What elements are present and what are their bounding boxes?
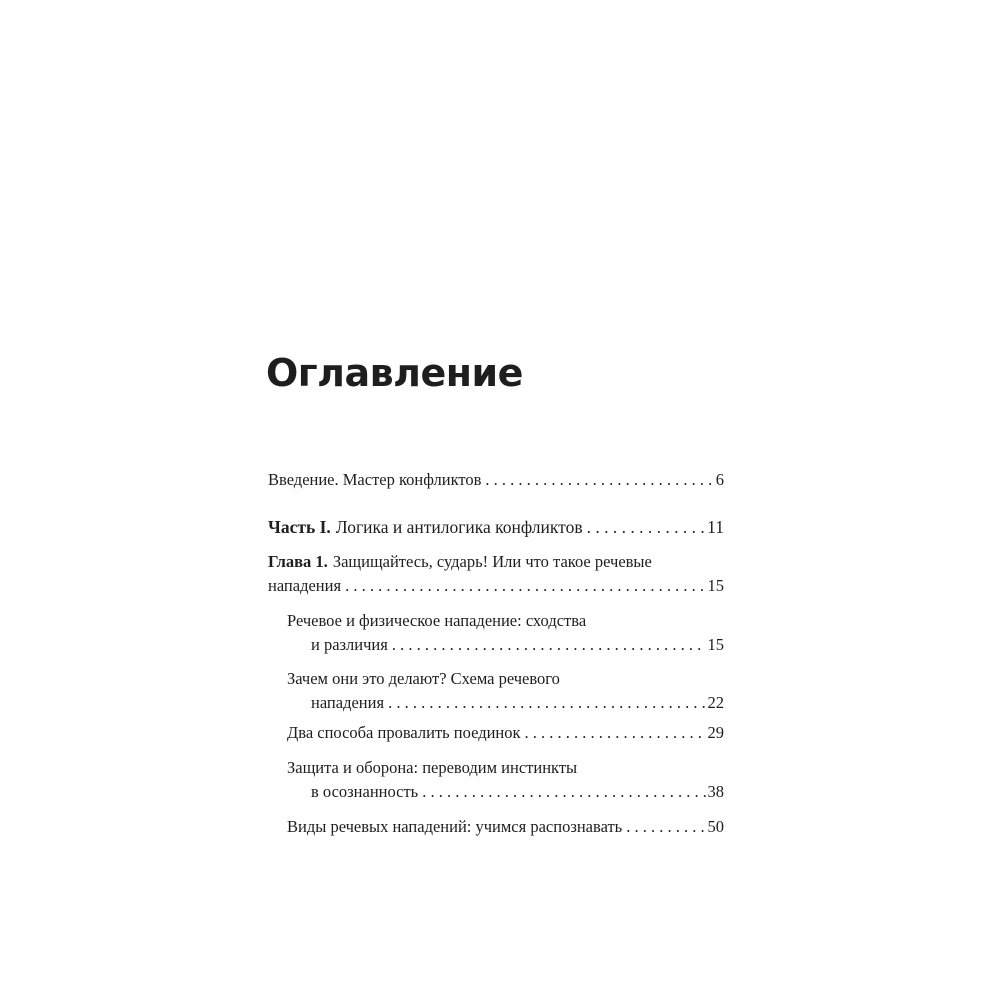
toc-page-number: 11 <box>707 517 724 537</box>
dot-leader <box>525 720 706 746</box>
dot-leader <box>422 779 705 805</box>
dot-leader <box>485 467 713 493</box>
toc-entry-text: Введение. Мастер конфликтов <box>268 470 482 489</box>
toc-entry-section-why-continuation[interactable] <box>311 690 724 716</box>
dot-leader <box>626 814 705 840</box>
toc-page-number: 6 <box>715 470 724 489</box>
dot-leader <box>388 690 705 716</box>
toc-entry-text: Речевое и физическое нападение: сходства <box>287 611 587 630</box>
toc-entry-chapter-1[interactable] <box>268 549 724 575</box>
page-title: Оглавление <box>266 351 523 395</box>
toc-entry-text: Защита и оборона: переводим инстинкты <box>287 758 578 777</box>
toc-page-number: 38 <box>707 782 724 801</box>
dot-leader <box>345 573 705 599</box>
toc-page-number: 22 <box>707 693 724 712</box>
toc-entry-part-1[interactable] <box>268 514 724 540</box>
toc-entry-text: Два способа провалить поединок <box>287 723 521 742</box>
toc-entry-section-attack-types-continuation[interactable] <box>311 632 724 658</box>
toc-page-number: 29 <box>707 723 724 742</box>
toc-entry-text: Защищайтесь, сударь! Или что такое речевые <box>332 552 652 571</box>
dot-leader <box>587 514 706 540</box>
toc-entry-section-fail[interactable] <box>287 720 724 746</box>
toc-entry-section-attack-types[interactable] <box>287 608 724 634</box>
toc-entry-text: Логика и антилогика конфликтов <box>335 517 583 537</box>
toc-entry-chapter-1-continuation[interactable] <box>268 573 724 599</box>
toc-entry-section-defense-continuation[interactable] <box>311 779 724 805</box>
toc-entry-section-recognize[interactable] <box>287 814 724 840</box>
toc-entry-section-defense[interactable] <box>287 755 724 781</box>
toc-entry-continuation: в осознанность <box>311 782 419 801</box>
toc-entry-prefix: Глава 1. <box>268 552 328 571</box>
dot-leader <box>392 632 706 658</box>
toc-page-number: 15 <box>707 635 724 654</box>
toc-entry-continuation: нападения <box>311 693 385 712</box>
toc-entry-prefix: Часть I. <box>268 517 331 537</box>
toc-entry-text: Виды речевых нападений: учимся распознавать <box>287 817 623 836</box>
toc-entry-introduction[interactable] <box>268 467 724 493</box>
toc-entry-continuation: нападения <box>268 576 342 595</box>
toc-entry-text: Зачем они это делают? Схема речевого <box>287 669 560 688</box>
toc-entry-section-why[interactable] <box>287 666 724 692</box>
toc-page-number: 15 <box>707 576 724 595</box>
toc-entry-continuation: и различия <box>311 635 388 654</box>
toc-page-number: 50 <box>707 817 724 836</box>
